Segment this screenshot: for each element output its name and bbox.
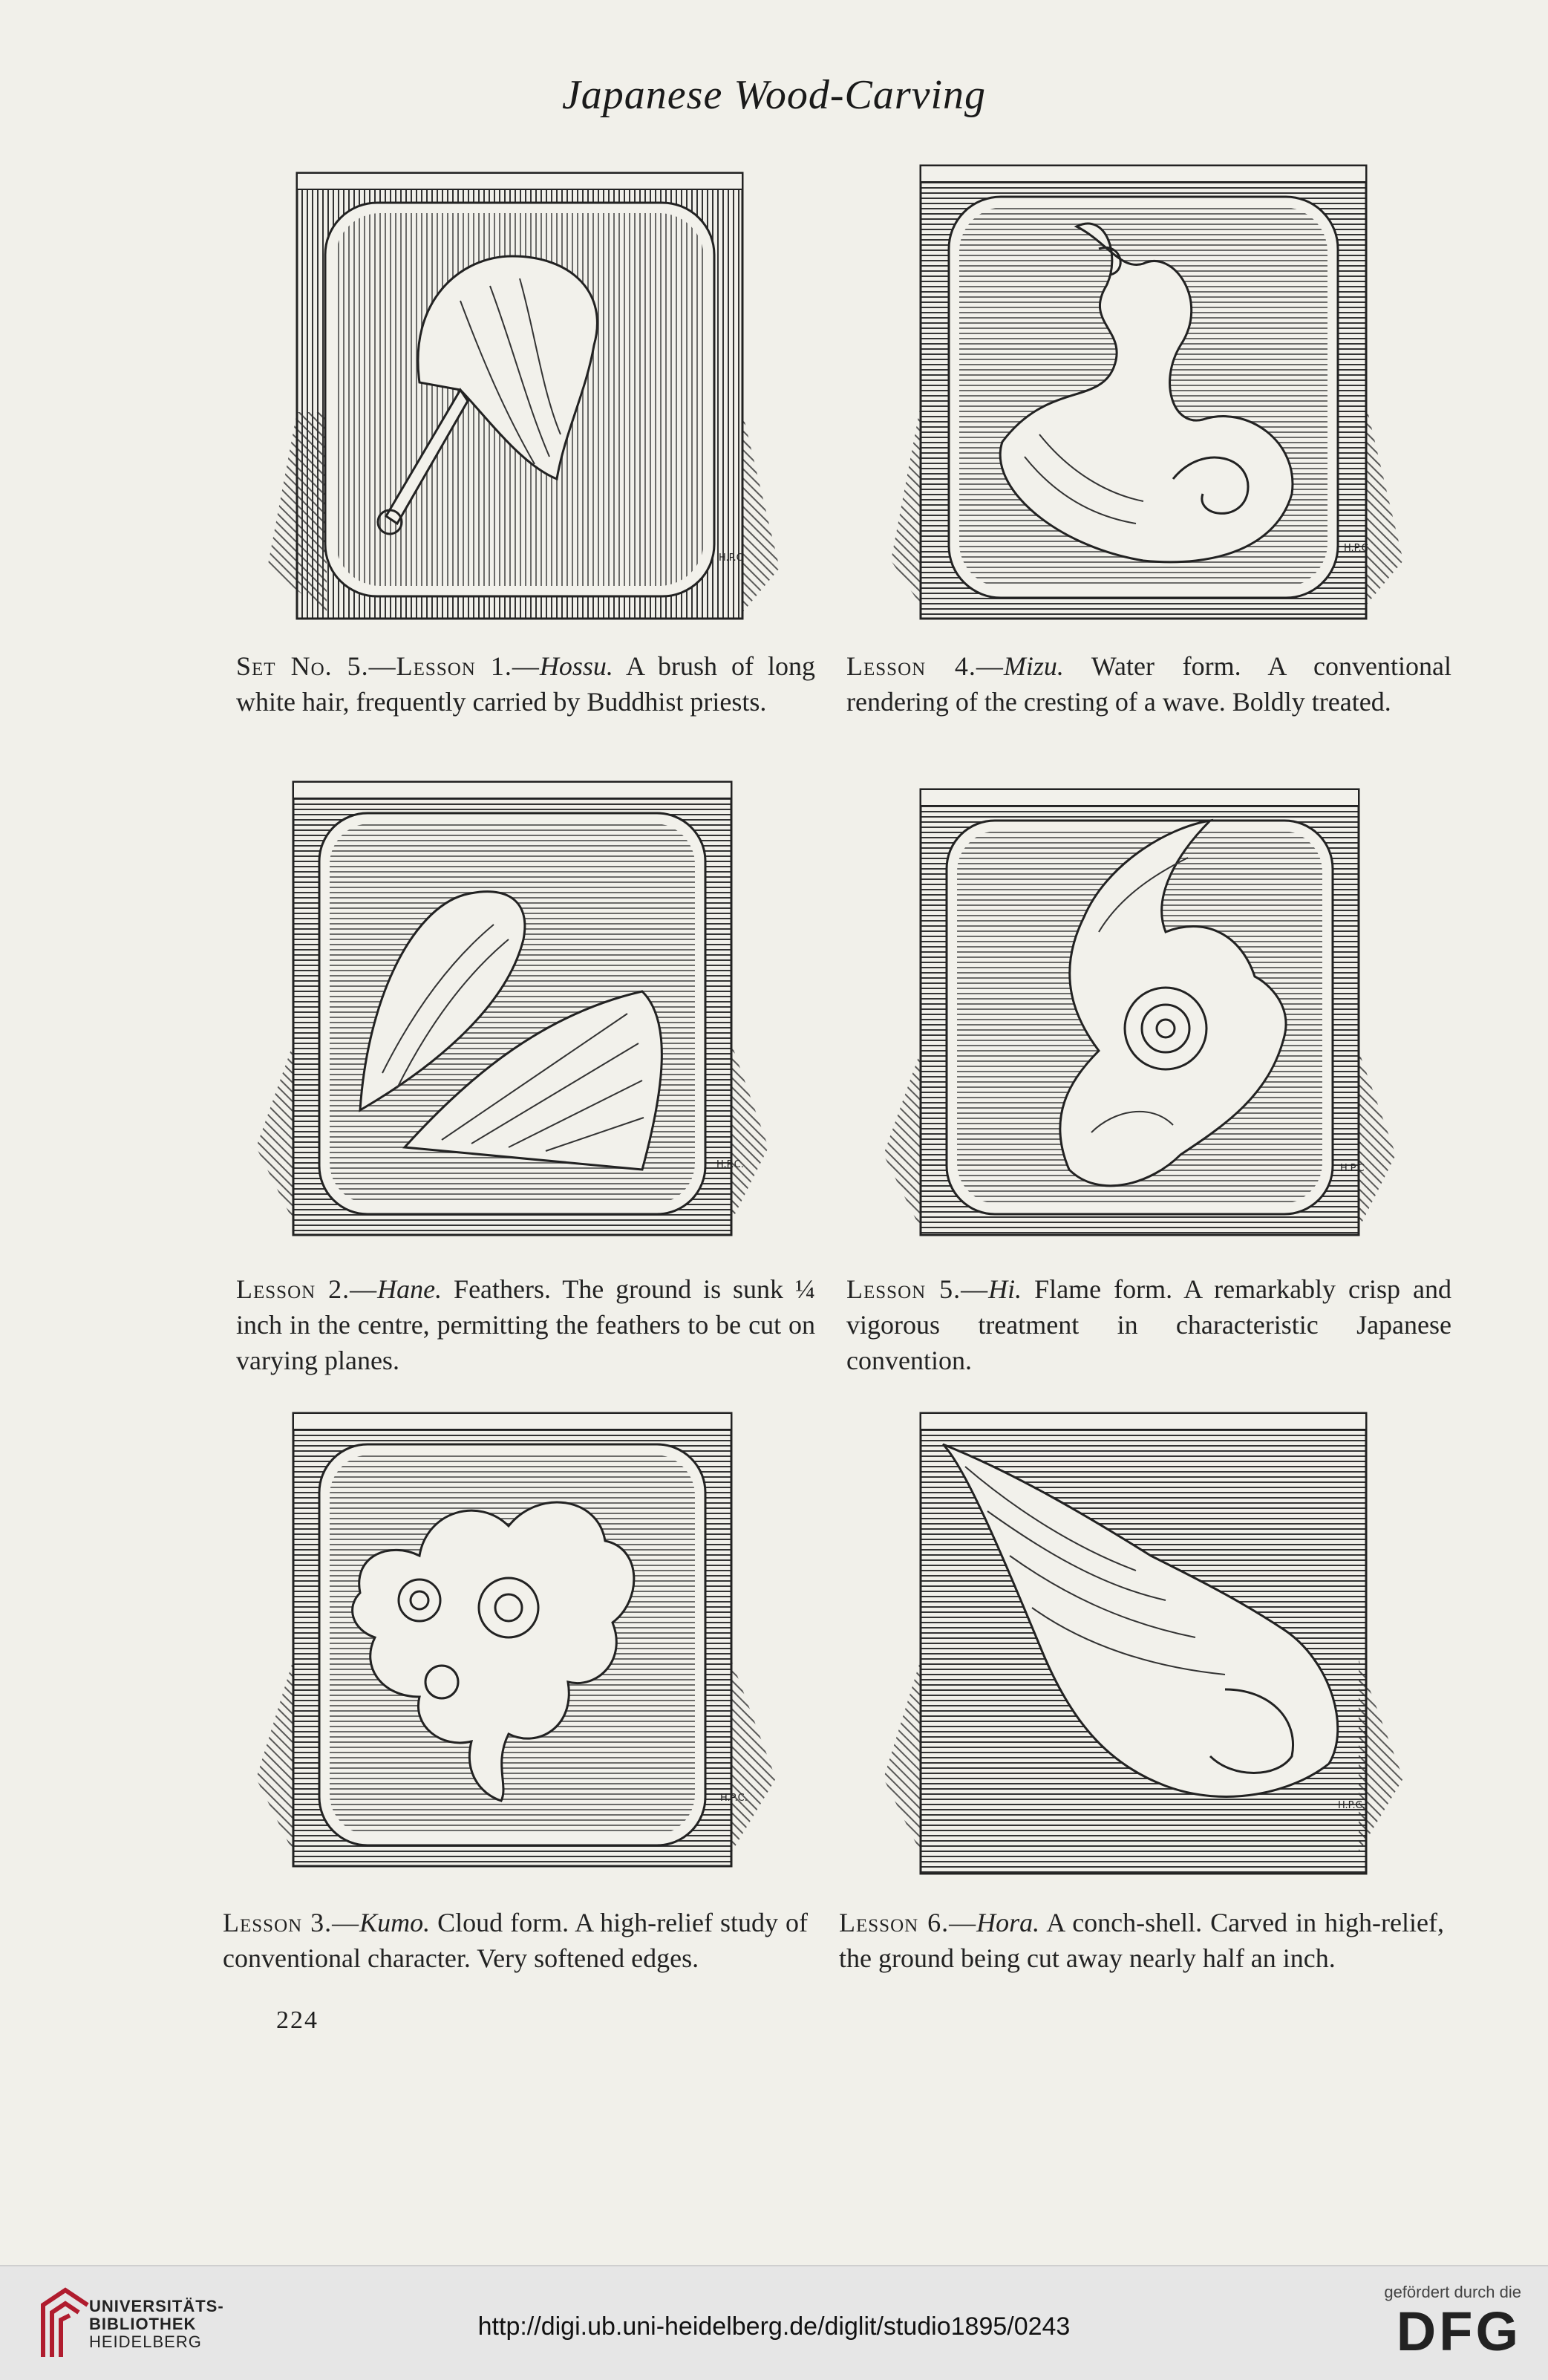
plate-hi: [854, 783, 1418, 1259]
caption-hane: [236, 1271, 815, 1378]
caption-title: Hi.: [988, 1274, 1022, 1304]
caption-hi: [846, 1271, 1451, 1378]
viewer-footer: [0, 2265, 1548, 2380]
plate-hane: [226, 776, 791, 1251]
library-name-line: UNIVERSITÄTS-: [89, 2297, 224, 2315]
library-name-line: HEIDELBERG: [89, 2332, 202, 2351]
caption-lead: Set No. 5.—Lesson 1.—: [236, 651, 540, 681]
plate-mizu: [861, 160, 1425, 635]
sponsor-label: gefördert durch die: [1384, 2283, 1521, 2301]
engraver-initials: H.P.C.: [716, 1159, 744, 1170]
hora-carving-illustration: [854, 1407, 1418, 1882]
engraver-initials: H.P.C: [1344, 543, 1368, 554]
hi-carving-illustration: [854, 783, 1418, 1259]
caption-title: Mizu.: [1003, 651, 1064, 681]
caption-hora: [839, 1905, 1444, 1976]
caption-title: Hane.: [377, 1274, 442, 1304]
caption-lead: Lesson 2.—: [236, 1274, 378, 1304]
plate-hossu: [238, 167, 802, 642]
plate-hora: [854, 1407, 1418, 1882]
caption-text: Feathers. The ground is sunk ¼ inch in the centre, permitting the feathers to be cut on varying planes.: [236, 1274, 815, 1375]
caption-text: Flame form. A remarkably crisp and vigorous treatment in characteristic Japanese convention.: [846, 1274, 1451, 1375]
caption-lead: Lesson 3.—: [223, 1908, 360, 1937]
caption-title: Hossu.: [539, 651, 613, 681]
engraver-initials: H.P.C: [1340, 1163, 1365, 1174]
caption-lead: Lesson 4.—: [846, 651, 1004, 681]
sponsor-block[interactable]: [1384, 2283, 1521, 2361]
hossu-carving-illustration: [238, 167, 802, 642]
caption-text: A brush of long white hair, frequently carried by Buddhist priests.: [236, 651, 816, 717]
kumo-carving-illustration: [226, 1407, 791, 1882]
plate-kumo: [226, 1407, 791, 1882]
caption-text: Cloud form. A high-relief study of conventional character. Very softened edges.: [223, 1908, 808, 1973]
caption-lead: Lesson 6.—: [839, 1908, 977, 1937]
engraver-initials: H.P.C: [719, 552, 743, 564]
caption-title: Kumo.: [359, 1908, 431, 1937]
running-head: Japanese Wood-Carving: [561, 72, 987, 118]
permalink-url[interactable]: http://digi.ub.uni-heidelberg.de/diglit/studio1895/0243: [477, 2312, 1071, 2341]
engraver-initials: H.P.C.: [1338, 1800, 1365, 1811]
page-number: 224: [276, 2006, 319, 2034]
caption-text: A conch-shell. Carved in high-relief, the ground being cut away nearly half an inch.: [839, 1908, 1444, 1973]
library-name-line: BIBLIOTHEK: [89, 2315, 197, 2333]
mizu-carving-illustration: [861, 160, 1425, 635]
caption-kumo: [223, 1905, 808, 1976]
hane-carving-illustration: [226, 776, 791, 1251]
caption-lead: Lesson 5.—: [846, 1274, 989, 1304]
dfg-logo: DFG: [1396, 2301, 1521, 2362]
caption-text: Water form. A conventional rendering of the cresting of a wave. Boldly treated.: [846, 651, 1451, 717]
caption-hossu: [236, 648, 815, 720]
engraver-initials: H.P.C.: [720, 1793, 748, 1804]
caption-mizu: [846, 648, 1451, 720]
caption-title: Hora.: [976, 1908, 1040, 1937]
